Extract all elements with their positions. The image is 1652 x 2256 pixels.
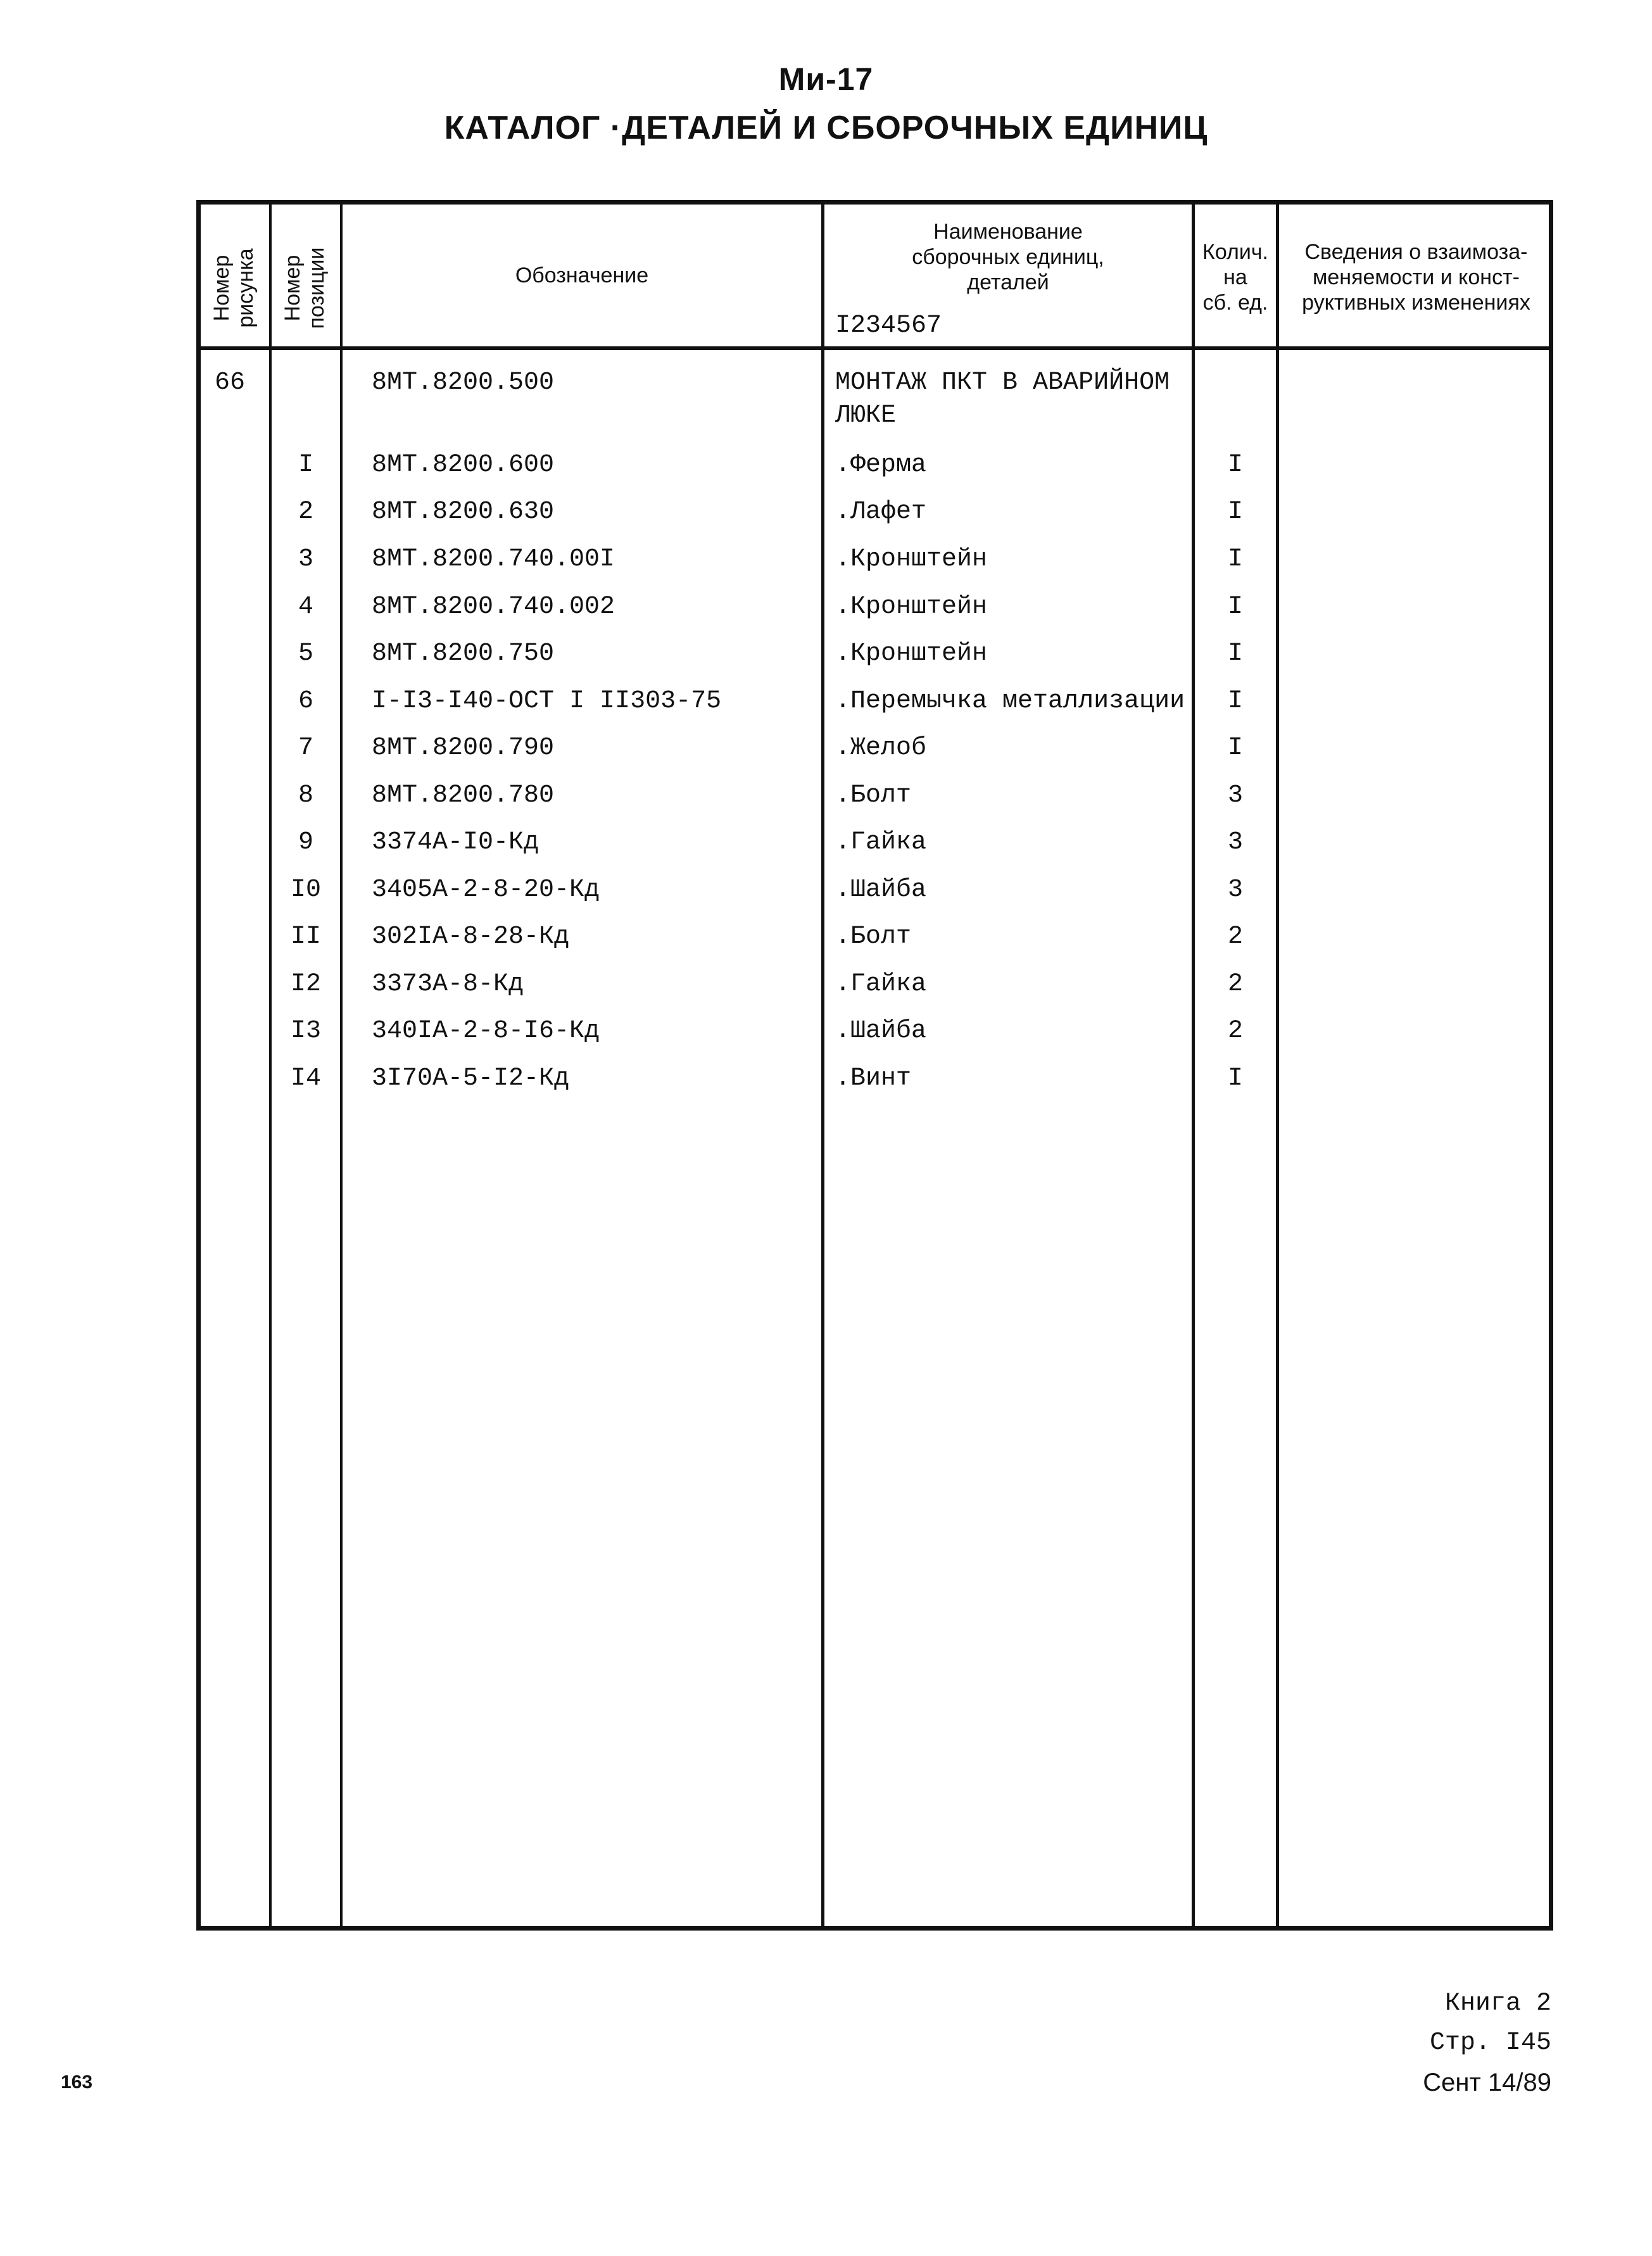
row-name: .Кронштейн bbox=[835, 545, 988, 574]
row-designation: 340IА-2-8-I6-Кд bbox=[372, 1017, 600, 1045]
row-quantity: I bbox=[1227, 687, 1243, 715]
row-quantity: I bbox=[1227, 734, 1243, 762]
row-name: .Болт bbox=[835, 781, 912, 810]
row-designation: 8МТ.8200.750 bbox=[372, 640, 555, 668]
row-designation: 8МТ.8200.780 bbox=[372, 781, 555, 810]
row-designation: 8МТ.8200.500 bbox=[372, 369, 555, 397]
row-name: .Кронштейн bbox=[835, 593, 988, 621]
row-position: I3 bbox=[290, 1017, 321, 1045]
row-designation: 8МТ.8200.600 bbox=[372, 451, 555, 479]
row-position: 5 bbox=[298, 640, 313, 668]
row-designation: 3405А-2-8-20-Кд bbox=[372, 876, 600, 904]
row-quantity: 2 bbox=[1227, 923, 1243, 951]
row-position: II bbox=[290, 923, 321, 951]
row-quantity: 2 bbox=[1227, 970, 1243, 999]
row-designation: 3I70А-5-I2-Кд bbox=[372, 1064, 570, 1093]
row-position: I bbox=[298, 451, 313, 479]
col-divider-3 bbox=[821, 205, 824, 1926]
row-position: 2 bbox=[298, 498, 313, 526]
row-quantity: I bbox=[1227, 545, 1243, 574]
row-quantity: 3 bbox=[1227, 828, 1243, 857]
catalog-page: Стр. I45 bbox=[1429, 2029, 1551, 2057]
col-divider-5 bbox=[1276, 205, 1279, 1926]
row-position: 7 bbox=[298, 734, 313, 762]
header-designation: Обозначение bbox=[515, 263, 649, 287]
revision-date: Сент 14/89 bbox=[1423, 2069, 1551, 2096]
parts-catalog-table bbox=[196, 200, 1553, 1931]
row-position: 4 bbox=[298, 593, 313, 621]
aircraft-model-title: Ми-17 bbox=[778, 61, 874, 97]
row-quantity: I bbox=[1227, 640, 1243, 668]
row-designation: 3374А-I0-Кд bbox=[372, 828, 539, 857]
row-position: 9 bbox=[298, 828, 313, 857]
row-position: I0 bbox=[290, 876, 321, 904]
row-name: .Гайка bbox=[835, 970, 927, 999]
book-number: Книга 2 bbox=[1444, 1989, 1551, 2018]
page-number: 163 bbox=[61, 2072, 93, 2093]
row-position: I4 bbox=[290, 1064, 321, 1093]
row-fig-number: 66 bbox=[215, 369, 246, 397]
row-position: 8 bbox=[298, 781, 313, 810]
row-designation: 302IА-8-28-Кд bbox=[372, 923, 570, 951]
row-quantity: I bbox=[1227, 1064, 1243, 1093]
row-name: .Лафет bbox=[835, 498, 927, 526]
row-name: .Винт bbox=[835, 1064, 912, 1093]
row-quantity: I bbox=[1227, 593, 1243, 621]
header-divider bbox=[201, 346, 1549, 350]
row-name: .Перемычка металлизации bbox=[835, 687, 1185, 715]
row-position: I2 bbox=[290, 970, 321, 999]
header-name: Наименование сборочных единиц, деталей bbox=[912, 220, 1104, 294]
row-designation: 8МТ.8200.740.00I bbox=[372, 545, 615, 574]
row-quantity: 3 bbox=[1227, 876, 1243, 904]
row-name: МОНТАЖ ПКТ В АВАРИЙНОМ bbox=[835, 369, 1170, 397]
catalog-title: КАТАЛОГ ·ДЕТАЛЕЙ И СБОРОЧНЫХ ЕДИНИЦ bbox=[444, 110, 1208, 146]
header-qty: Колич. на сб. ед. bbox=[1202, 240, 1268, 315]
row-name: .Болт bbox=[835, 923, 912, 951]
row-designation: I-I3-I40-ОСТ I II303-75 bbox=[372, 687, 722, 715]
row-name: .Гайка bbox=[835, 828, 927, 857]
row-designation: 8МТ.8200.740.002 bbox=[372, 593, 615, 621]
row-quantity: I bbox=[1227, 451, 1243, 479]
row-name: .Шайба bbox=[835, 876, 927, 904]
row-name: .Желоб bbox=[835, 734, 927, 762]
header-name-sub: I234567 bbox=[835, 312, 942, 340]
header-pos-number: Номер позиции bbox=[281, 247, 329, 329]
row-name: .Ферма bbox=[835, 451, 927, 479]
header-interchangeability: Сведения о взаимоза- меняемости и конст- руктивных изменениях bbox=[1302, 240, 1530, 315]
row-name: .Кронштейн bbox=[835, 640, 988, 668]
row-name: .Шайба bbox=[835, 1017, 927, 1045]
row-quantity: 3 bbox=[1227, 781, 1243, 810]
row-position: 6 bbox=[298, 687, 313, 715]
row-quantity: I bbox=[1227, 498, 1243, 526]
col-divider-2 bbox=[340, 205, 343, 1926]
row-position: 3 bbox=[298, 545, 313, 574]
row-quantity: 2 bbox=[1227, 1017, 1243, 1045]
row-name-continued: ЛЮКЕ bbox=[835, 401, 897, 430]
header-fig-number: Номер рисунка bbox=[210, 248, 258, 328]
row-designation: 8МТ.8200.790 bbox=[372, 734, 555, 762]
row-designation: 3373А-8-Кд bbox=[372, 970, 524, 999]
row-designation: 8МТ.8200.630 bbox=[372, 498, 555, 526]
